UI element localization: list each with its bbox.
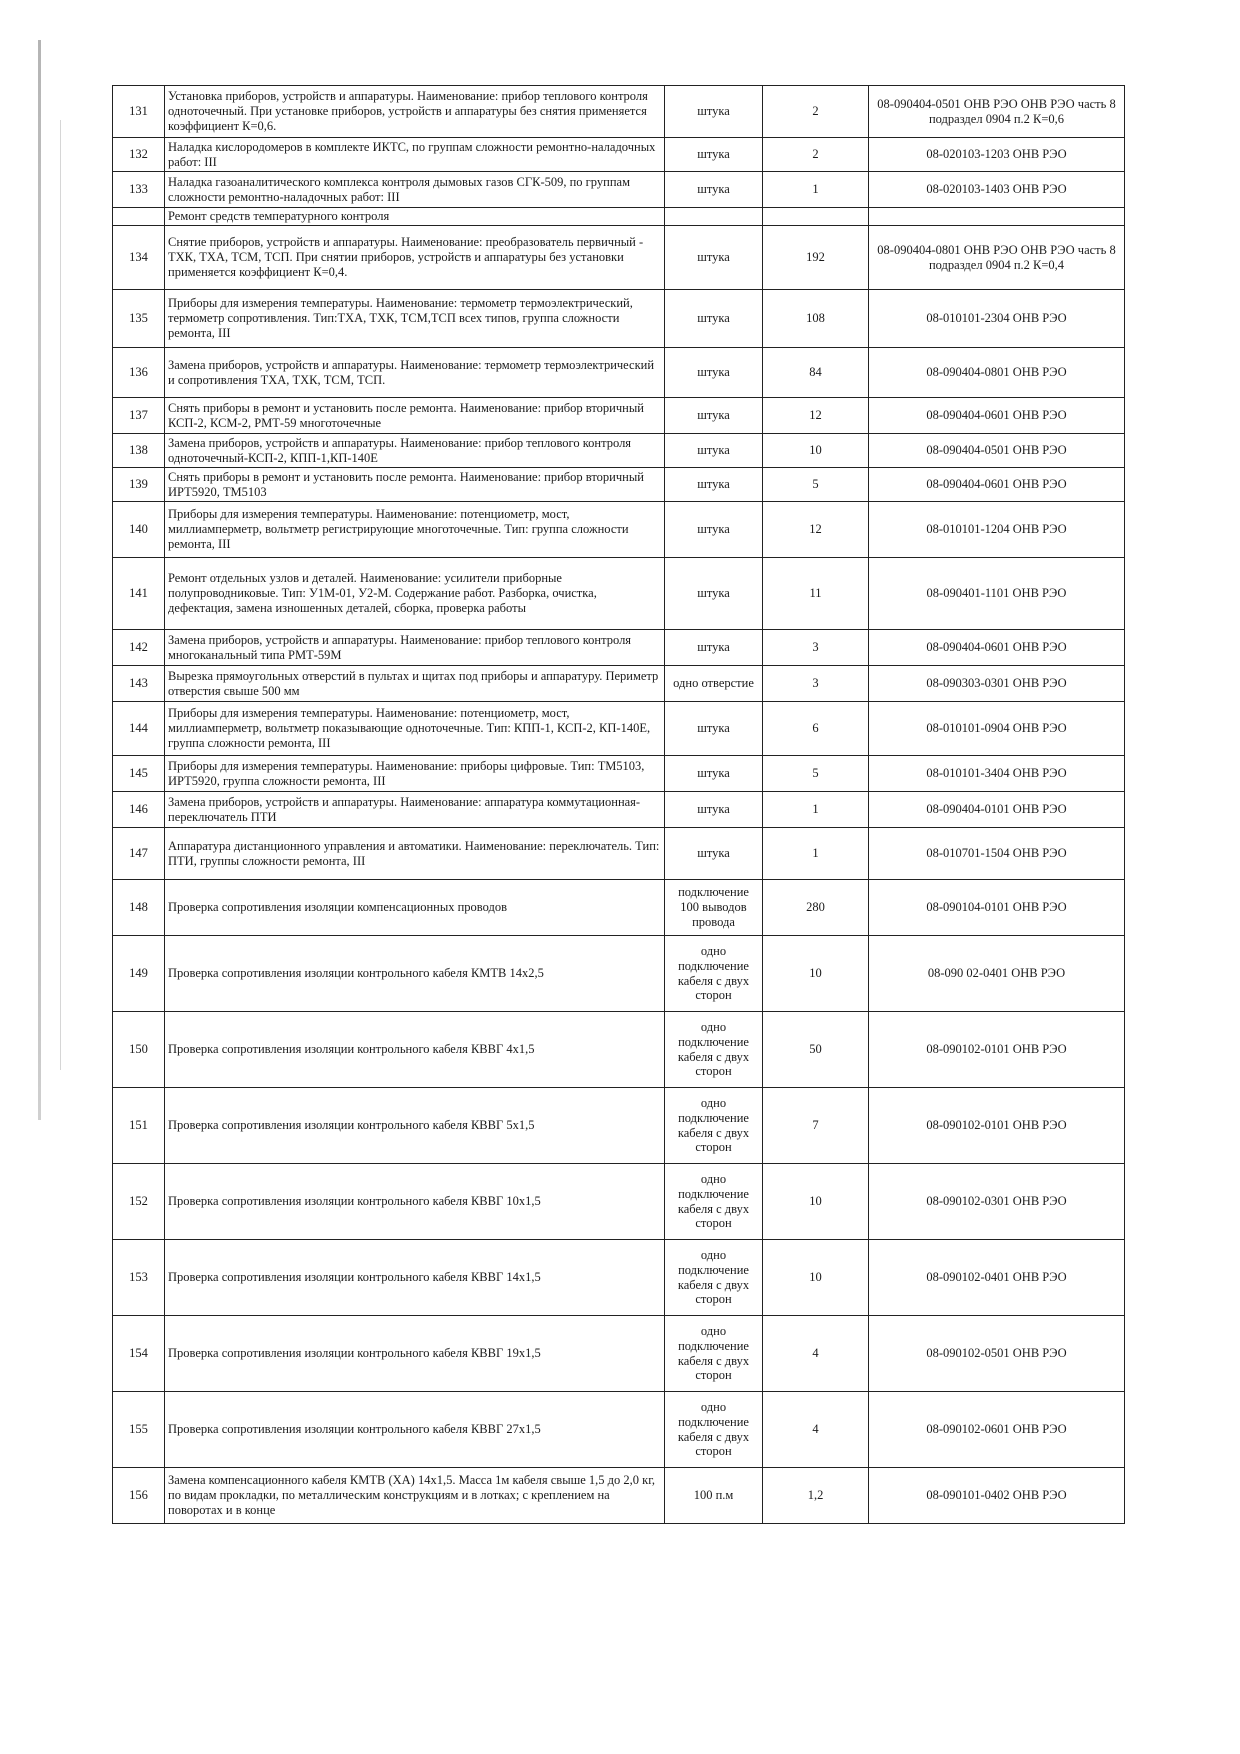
row-number: 151	[113, 1088, 165, 1164]
table-row	[113, 226, 1125, 290]
table-row	[113, 1468, 1125, 1524]
table-row	[113, 468, 1125, 502]
table-row	[113, 348, 1125, 398]
table-row	[113, 86, 1125, 138]
row-number: 141	[113, 558, 165, 630]
row-unit: штука	[665, 630, 763, 666]
row-number: 131	[113, 86, 165, 138]
row-quantity: 50	[763, 1012, 869, 1088]
row-quantity: 10	[763, 936, 869, 1012]
row-unit: штука	[665, 86, 763, 138]
row-description: Аппаратура дистанционного управления и автоматики. Наименование: переключатель. Тип: ПТИ, группы сложности ремонта, III	[165, 828, 665, 880]
row-unit: одно подключение кабеля с двух сторон	[665, 1012, 763, 1088]
row-number: 148	[113, 880, 165, 936]
row-number: 139	[113, 468, 165, 502]
row-unit: штука	[665, 702, 763, 756]
section-row	[113, 208, 1125, 226]
row-unit: штука	[665, 290, 763, 348]
row-code: 08-090404-0801 ОНВ РЭО	[869, 348, 1125, 398]
row-unit: штука	[665, 756, 763, 792]
row-quantity: 1,2	[763, 1468, 869, 1524]
row-number: 145	[113, 756, 165, 792]
row-code: 08-090102-0301 ОНВ РЭО	[869, 1164, 1125, 1240]
row-code: 08-090102-0101 ОНВ РЭО	[869, 1012, 1125, 1088]
table-row	[113, 666, 1125, 702]
row-code: 08-090404-0501 ОНВ РЭО	[869, 434, 1125, 468]
row-code: 08-010101-2304 ОНВ РЭО	[869, 290, 1125, 348]
row-quantity: 10	[763, 1240, 869, 1316]
row-code: 08-090102-0601 ОНВ РЭО	[869, 1392, 1125, 1468]
row-number: 132	[113, 138, 165, 172]
row-description: Проверка сопротивления изоляции контрольного кабеля КВВГ 19х1,5	[165, 1316, 665, 1392]
table-row	[113, 1088, 1125, 1164]
row-description: Проверка сопротивления изоляции контрольного кабеля КВВГ 27х1,5	[165, 1392, 665, 1468]
row-number: 146	[113, 792, 165, 828]
row-code: 08-090404-0601 ОНВ РЭО	[869, 398, 1125, 434]
table-row	[113, 792, 1125, 828]
row-number: 156	[113, 1468, 165, 1524]
row-quantity: 192	[763, 226, 869, 290]
row-quantity: 2	[763, 86, 869, 138]
row-unit: штука	[665, 172, 763, 208]
row-code: 08-020103-1203 ОНВ РЭО	[869, 138, 1125, 172]
row-description: Приборы для измерения температуры. Наименование: потенциометр, мост, миллиамперметр, вольтметр показывающие одноточечные. Тип: КПП-1, КСП-2, КП-140Е, группа сложности ремонта, III	[165, 702, 665, 756]
row-unit: одно подключение кабеля с двух сторон	[665, 1316, 763, 1392]
row-quantity: 6	[763, 702, 869, 756]
row-unit: одно подключение кабеля с двух сторон	[665, 1088, 763, 1164]
row-description: Ремонт отдельных узлов и деталей. Наименование: усилители приборные полупроводниковые. Тип: У1М-01, У2-М. Содержание работ. Разборка, очистка, дефектация, замена изношенных деталей, сборка, проверка работы	[165, 558, 665, 630]
row-quantity: 5	[763, 756, 869, 792]
row-unit: подключение 100 выводов провода	[665, 880, 763, 936]
row-description: Замена приборов, устройств и аппаратуры. Наименование: прибор теплового контроля одноточечный-КСП-2, КПП-1,КП-140Е	[165, 434, 665, 468]
row-unit: штука	[665, 138, 763, 172]
row-number: 155	[113, 1392, 165, 1468]
row-unit: одно подключение кабеля с двух сторон	[665, 1240, 763, 1316]
table-row	[113, 502, 1125, 558]
row-description: Вырезка прямоугольных отверстий в пультах и щитах под приборы и аппаратуру. Периметр отверстия свыше 500 мм	[165, 666, 665, 702]
row-code: 08-090404-0801 ОНВ РЭО ОНВ РЭО часть 8 подраздел 0904 п.2 К=0,4	[869, 226, 1125, 290]
row-quantity: 2	[763, 138, 869, 172]
row-unit: штука	[665, 468, 763, 502]
row-quantity: 5	[763, 468, 869, 502]
row-description: Наладка кислородомеров в комплекте ИКТС, по группам сложности ремонтно-наладочных работ: III	[165, 138, 665, 172]
row-quantity: 7	[763, 1088, 869, 1164]
row-unit: одно подключение кабеля с двух сторон	[665, 1392, 763, 1468]
row-description: Снять приборы в ремонт и установить после ремонта. Наименование: прибор вторичный КСП-2, КСМ-2, РМТ-59 многоточечные	[165, 398, 665, 434]
row-number: 147	[113, 828, 165, 880]
row-code: 08-090404-0501 ОНВ РЭО ОНВ РЭО часть 8 подраздел 0904 п.2 К=0,6	[869, 86, 1125, 138]
row-description: Проверка сопротивления изоляции компенсационных проводов	[165, 880, 665, 936]
row-quantity: 1	[763, 792, 869, 828]
work-items-table	[112, 85, 1125, 1524]
table-row	[113, 1316, 1125, 1392]
row-quantity: 10	[763, 434, 869, 468]
row-code: 08-090 02-0401 ОНВ РЭО	[869, 936, 1125, 1012]
row-description: Замена приборов, устройств и аппаратуры. Наименование: аппаратура коммутационная- переключатель ПТИ	[165, 792, 665, 828]
row-description: Приборы для измерения температуры. Наименование: потенциометр, мост, миллиамперметр, вольтметр регистрирующие многоточечные. Тип: группа сложности ремонта, III	[165, 502, 665, 558]
row-unit: штука	[665, 434, 763, 468]
row-description: Проверка сопротивления изоляции контрольного кабеля КМТВ 14х2,5	[165, 936, 665, 1012]
row-number: 140	[113, 502, 165, 558]
row-description: Проверка сопротивления изоляции контрольного кабеля КВВГ 14х1,5	[165, 1240, 665, 1316]
row-description: Проверка сопротивления изоляции контрольного кабеля КВВГ 4х1,5	[165, 1012, 665, 1088]
row-description: Приборы для измерения температуры. Наименование: приборы цифровые. Тип: ТМ5103, ИРТ5920, группа сложности ремонта, III	[165, 756, 665, 792]
row-description: Проверка сопротивления изоляции контрольного кабеля КВВГ 10х1,5	[165, 1164, 665, 1240]
row-code: 08-090404-0601 ОНВ РЭО	[869, 468, 1125, 502]
row-number: 152	[113, 1164, 165, 1240]
row-unit: одно подключение кабеля с двух сторон	[665, 1164, 763, 1240]
table-row	[113, 630, 1125, 666]
row-number: 154	[113, 1316, 165, 1392]
row-quantity: 3	[763, 666, 869, 702]
row-code: 08-020103-1403 ОНВ РЭО	[869, 172, 1125, 208]
row-quantity: 84	[763, 348, 869, 398]
row-description: Снятие приборов, устройств и аппаратуры. Наименование: преобразователь первичный - ТХК, ТХА, ТСМ, ТСП. При снятии приборов, устройств и аппаратуры без установки применяется коэффициент К=0,4.	[165, 226, 665, 290]
row-number: 136	[113, 348, 165, 398]
section-title: Ремонт средств температурного контроля	[165, 208, 665, 226]
row-unit: штука	[665, 502, 763, 558]
row-number: 149	[113, 936, 165, 1012]
row-unit: одно подключение кабеля с двух сторон	[665, 936, 763, 1012]
row-quantity: 108	[763, 290, 869, 348]
row-description: Замена компенсационного кабеля КМТВ (ХА) 14х1,5. Масса 1м кабеля свыше 1,5 до 2,0 кг, по видам прокладки, по металлическим конструкциям и в лотках; с креплением на поворотах и в конце	[165, 1468, 665, 1524]
row-quantity: 3	[763, 630, 869, 666]
table-row	[113, 434, 1125, 468]
row-unit: штука	[665, 828, 763, 880]
row-unit: штука	[665, 348, 763, 398]
table-row	[113, 880, 1125, 936]
row-quantity: 11	[763, 558, 869, 630]
row-code: 08-010701-1504 ОНВ РЭО	[869, 828, 1125, 880]
row-code: 08-090102-0501 ОНВ РЭО	[869, 1316, 1125, 1392]
row-quantity: 4	[763, 1392, 869, 1468]
row-unit: штука	[665, 792, 763, 828]
table-row	[113, 828, 1125, 880]
row-number: 150	[113, 1012, 165, 1088]
table-row	[113, 1012, 1125, 1088]
row-number: 143	[113, 666, 165, 702]
row-description: Приборы для измерения температуры. Наименование: термометр термоэлектрический, термометр сопротивления. Тип:ТХА, ТХК, ТСМ,ТСП всех типов, группа сложности ремонта, III	[165, 290, 665, 348]
table-row	[113, 936, 1125, 1012]
row-quantity: 1	[763, 172, 869, 208]
row-code: 08-010101-3404 ОНВ РЭО	[869, 756, 1125, 792]
row-number: 138	[113, 434, 165, 468]
row-description: Наладка газоаналитического комплекса контроля дымовых газов СГК-509, по группам сложности ремонтно-наладочных работ: III	[165, 172, 665, 208]
row-code: 08-090102-0401 ОНВ РЭО	[869, 1240, 1125, 1316]
row-quantity: 10	[763, 1164, 869, 1240]
table-row	[113, 1240, 1125, 1316]
row-number: 142	[113, 630, 165, 666]
row-code: 08-090303-0301 ОНВ РЭО	[869, 666, 1125, 702]
row-description: Установка приборов, устройств и аппаратуры. Наименование: прибор теплового контроля одноточечный. При установке приборов, устройств и аппаратуры без снятия применяется коэффициент К=0,6.	[165, 86, 665, 138]
row-description: Снять приборы в ремонт и установить после ремонта. Наименование: прибор вторичный ИРТ5920, ТМ5103	[165, 468, 665, 502]
table-row	[113, 558, 1125, 630]
row-number: 135	[113, 290, 165, 348]
row-code: 08-090401-1101 ОНВ РЭО	[869, 558, 1125, 630]
row-number: 134	[113, 226, 165, 290]
row-number: 137	[113, 398, 165, 434]
row-quantity: 280	[763, 880, 869, 936]
scan-edge-mark	[38, 40, 41, 1120]
row-number: 133	[113, 172, 165, 208]
row-unit: одно отверстие	[665, 666, 763, 702]
row-number: 153	[113, 1240, 165, 1316]
table-row	[113, 1164, 1125, 1240]
table-row	[113, 702, 1125, 756]
row-code: 08-090404-0601 ОНВ РЭО	[869, 630, 1125, 666]
row-unit: 100 п.м	[665, 1468, 763, 1524]
row-code: 08-090101-0402 ОНВ РЭО	[869, 1468, 1125, 1524]
row-code: 08-010101-0904 ОНВ РЭО	[869, 702, 1125, 756]
table-row	[113, 398, 1125, 434]
table-row	[113, 1392, 1125, 1468]
row-quantity: 12	[763, 398, 869, 434]
table-row	[113, 138, 1125, 172]
row-quantity: 12	[763, 502, 869, 558]
row-code: 08-090404-0101 ОНВ РЭО	[869, 792, 1125, 828]
row-number: 144	[113, 702, 165, 756]
row-description: Замена приборов, устройств и аппаратуры. Наименование: термометр термоэлектрический и сопротивления ТХА, ТХК, ТСМ, ТСП.	[165, 348, 665, 398]
row-quantity: 1	[763, 828, 869, 880]
row-code: 08-010101-1204 ОНВ РЭО	[869, 502, 1125, 558]
row-unit: штука	[665, 226, 763, 290]
row-quantity: 4	[763, 1316, 869, 1392]
table-row	[113, 290, 1125, 348]
scan-edge-line	[60, 120, 61, 1070]
row-unit: штука	[665, 398, 763, 434]
row-code: 08-090102-0101 ОНВ РЭО	[869, 1088, 1125, 1164]
row-description: Замена приборов, устройств и аппаратуры. Наименование: прибор теплового контроля многоканальный типа РМТ-59М	[165, 630, 665, 666]
table-row	[113, 172, 1125, 208]
row-code: 08-090104-0101 ОНВ РЭО	[869, 880, 1125, 936]
table-row	[113, 756, 1125, 792]
row-unit: штука	[665, 558, 763, 630]
row-description: Проверка сопротивления изоляции контрольного кабеля КВВГ 5х1,5	[165, 1088, 665, 1164]
